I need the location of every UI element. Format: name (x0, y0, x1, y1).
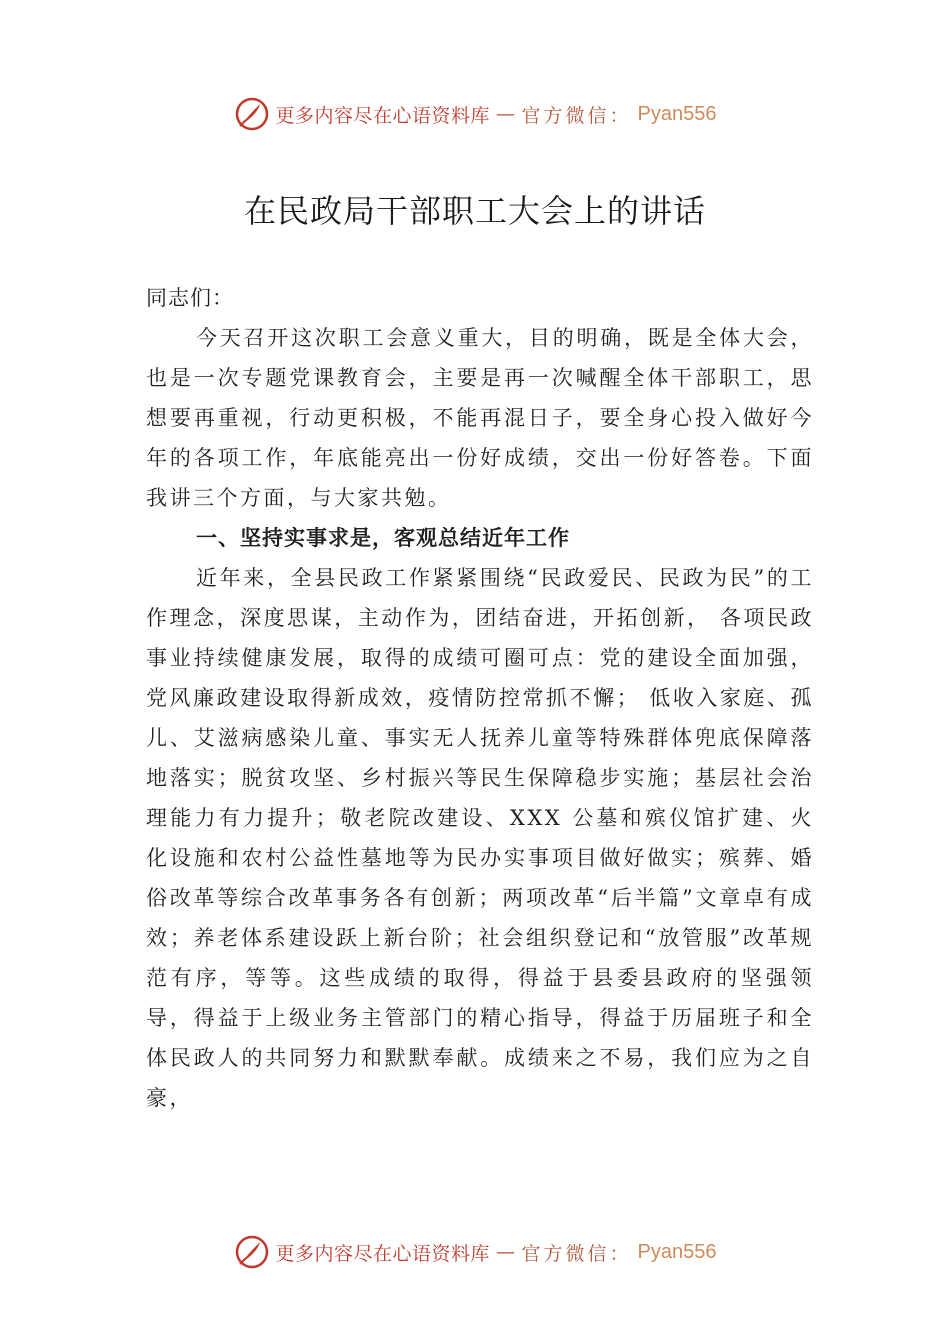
watermark-footer (0, 1232, 950, 1272)
watermark-wechat-label: 官方微信： (521, 104, 632, 127)
watermark-wechat-id: Pyan556 (637, 102, 717, 125)
section-heading: 一、坚持实事求是，客观总结近年工作 (196, 526, 570, 550)
document-body (146, 278, 814, 1118)
watermark-wechat-label: 官方微信： (521, 1242, 632, 1265)
paragraph-intro: 今天召开这次职工会意义重大，目的明确，既是全体大会，也是一次专题党课教育会，主要是再一次喊醒全体干部职工，思想要再重视，行动更积极，不能再混日子，要全身心投入做好今年的各项工作，年底能亮出一份好成绩，交出一份好答卷。下面我讲三个方面，与大家共勉。 (146, 326, 814, 510)
watermark-separator: — (496, 1241, 516, 1263)
watermark-separator: — (496, 103, 516, 125)
quill-logo-icon (234, 96, 270, 132)
watermark-brand: 更多内容尽在心语资料库 (275, 104, 491, 127)
watermark-brand: 更多内容尽在心语资料库 (275, 1242, 491, 1265)
quill-logo-icon (234, 1234, 270, 1270)
watermark-wechat-id: Pyan556 (637, 1240, 717, 1263)
paragraph-summary: 近年来，全县民政工作紧紧围绕“民政爱民、民政为民”的工作理念，深度思谋，主动作为，团结奋进，开拓创新， 各项民政事业持续健康发展，取得的成绩可圈可点：党的建设全面加强，党风廉政建设取得新成效，疫情防控常抓不懈； 低收入家庭、孤儿、艾滋病感染儿童、事实无人抚养儿童等特殊群体兜底保障落地落实；脱贫攻坚、乡村振兴等民生保障稳步实施；基层社会治理能力有力提升；敬老院改建设、XXX 公墓和殡仪馆扩建、火化设施和农村公益性墓地等为民办实事项目做好做实；殡葬、婚俗改革等综合改革事务各有创新；两项改革“后半篇”文章卓有成效；养老体系建设跃上新台阶；社会组织登记和“放管服”改革规范有序，等等。这些成绩的取得，得益于县委县政府的坚强领导，得益于上级业务主管部门的精心指导，得益于历届班子和全体民政人的共同努力和默默奉献。成绩来之不易，我们应为之自豪， (146, 566, 814, 1110)
document-title: 在民政局干部职工大会上的讲话 (243, 192, 706, 230)
salutation: 同志们： (146, 286, 234, 310)
watermark-header (0, 94, 950, 134)
